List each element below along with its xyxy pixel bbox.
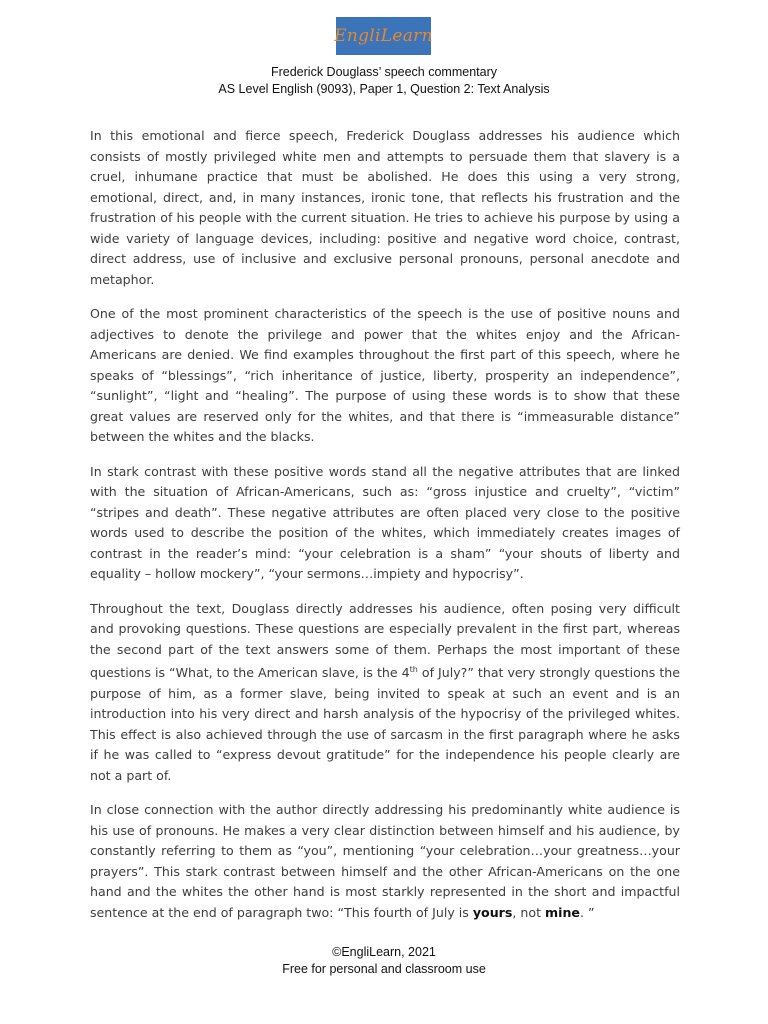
paragraph-text: . ” [579, 904, 595, 920]
commentary-body [90, 126, 680, 923]
document-subtitle: AS Level English (9093), Paper 1, Question 2: Text Analysis [218, 82, 550, 96]
paragraph-text: In close connection with the author directly addressing his predominantly white audience is his use of pronouns. He makes a very clear distinction between himself and his audience, by constantly referring to them as “you”, mentioning “your celebration…your greatness…your prayers”. This stark contrast between himself and the other African-Americans on the one hand and the whites the other hand is most starkly represented in the short and impactful sentence at the end of paragraph two: “This fourth of July is [90, 802, 680, 920]
paragraph-intro: In this emotional and fierce speech, Frederick Douglass addresses his audience which consists of mostly privileged white men and attempts to persuade them that slavery is a cruel, inhumane practice that must be abolished. He does this using a very strong, emotional, direct, and, in many instances, ironic tone, that reflects his frustration and the frustration of his people with the current situation. He tries to achieve his purpose by using a wide variety of language devices, including: positive and negative word choice, contrast, direct address, use of inclusive and exclusive personal pronouns, personal anecdote and metaphor. [90, 128, 680, 287]
logo-wordmark: EngliLearn [334, 26, 433, 46]
paragraph-text: of July?” that very strongly questions the purpose of him, as a former slave, being invited to speak at such an event and is an introduction into his very direct and harsh analysis of the hypocrisy of the privileged whites. This effect is also achieved through the use of sarcasm in the first paragraph where he asks if he was called to “express devout gratitude” for the independence his people clearly are not a part of. [90, 665, 680, 783]
document-title: Frederick Douglass’ speech commentary [270, 65, 497, 79]
paragraph-positive-words: One of the most prominent characteristics of the speech is the use of positive nouns and adjectives to denote the privilege and power that the whites enjoy and the African-Americans are denied. We find examples throughout the first part of this speech, where he speaks of “blessings”, “rich inheritance of justice, liberty, prosperity an independence”, “sunlight”, “light and “healing”. The purpose of using these words is to show that these great values are reserved only for the whites, and that there is “immeasurable distance” between the whites and the blacks. [90, 306, 680, 444]
footer-license: Free for personal and classroom use [282, 962, 486, 976]
emphasis-yours: yours [472, 904, 513, 920]
paragraph-pronouns [90, 800, 680, 923]
emphasis-mine: mine [545, 904, 580, 920]
paragraph-text: Throughout the text, Douglass directly addresses his audience, often posing very difficult and provoking questions. These questions are especially prevalent in the first part, whereas the second part of the text answers some of them. Perhaps the most important of these questions is “What, to the American slave, is the 4 [90, 600, 680, 681]
footer-copyright: ©EngliLearn, 2021 [332, 945, 436, 959]
paragraph-direct-address [90, 599, 680, 787]
paragraph-negative-words: In stark contrast with these positive words stand all the negative attributes that are linked with the situation of African-Americans, such as: “gross injustice and cruelty”, “victim” “stripes and death”. These negative attributes are often placed very close to the positive words used to describe the position of the whites, which immediately creates images of contrast in the reader’s mind: “your celebration is a sham” “your shouts of liberty and equality – hollow mockery”, “your sermons…impiety and hypocrisy”. [90, 463, 680, 581]
englilearn-logo [336, 17, 431, 55]
paragraph-text: , not [512, 904, 546, 920]
ordinal-superscript: th [409, 665, 418, 674]
